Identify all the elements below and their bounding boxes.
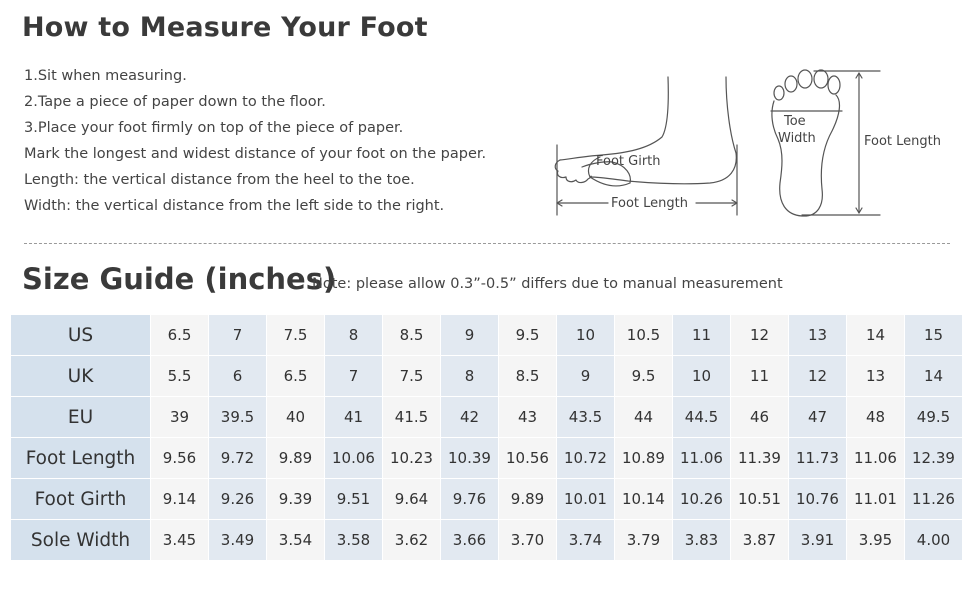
table-cell: 47 xyxy=(789,397,847,438)
table-cell: 12 xyxy=(789,356,847,397)
table-cell: 3.74 xyxy=(557,520,615,561)
table-cell: 43 xyxy=(499,397,557,438)
table-cell: 3.62 xyxy=(383,520,441,561)
table-cell: 8 xyxy=(325,315,383,356)
table-cell: 44 xyxy=(615,397,673,438)
table-cell: 10 xyxy=(673,356,731,397)
table-cell: 15 xyxy=(905,315,963,356)
table-cell: 13 xyxy=(847,356,905,397)
table-cell: 9.14 xyxy=(151,479,209,520)
table-cell: 12 xyxy=(731,315,789,356)
table-cell: 9.51 xyxy=(325,479,383,520)
row-header: Foot Girth xyxy=(11,479,151,520)
table-cell: 10.76 xyxy=(789,479,847,520)
table-cell: 42 xyxy=(441,397,499,438)
table-cell: 3.70 xyxy=(499,520,557,561)
table-cell: 9.5 xyxy=(499,315,557,356)
page-title: How to Measure Your Foot xyxy=(22,12,428,43)
table-cell: 9.5 xyxy=(615,356,673,397)
toe-width-label-line1: Toe xyxy=(784,114,806,129)
table-cell: 44.5 xyxy=(673,397,731,438)
table-cell: 3.66 xyxy=(441,520,499,561)
table-cell: 41.5 xyxy=(383,397,441,438)
table-cell: 10.01 xyxy=(557,479,615,520)
size-guide-title: Size Guide (inches) xyxy=(22,262,337,296)
instruction-item: Mark the longest and widest distance of your foot on the paper. xyxy=(24,146,487,162)
table-cell: 9.76 xyxy=(441,479,499,520)
table-row xyxy=(11,520,963,561)
table-cell: 8 xyxy=(441,356,499,397)
row-header: Sole Width xyxy=(11,520,151,561)
side-foot-length-label: Foot Length xyxy=(611,196,688,211)
table-cell: 39 xyxy=(151,397,209,438)
table-cell: 12.39 xyxy=(905,438,963,479)
table-cell: 14 xyxy=(905,356,963,397)
table-cell: 3.45 xyxy=(151,520,209,561)
table-cell: 3.91 xyxy=(789,520,847,561)
table-cell: 10.72 xyxy=(557,438,615,479)
table-cell: 41 xyxy=(325,397,383,438)
table-row xyxy=(11,479,963,520)
table-cell: 11.06 xyxy=(847,438,905,479)
table-cell: 6.5 xyxy=(151,315,209,356)
table-cell: 8.5 xyxy=(499,356,557,397)
table-cell: 9 xyxy=(557,356,615,397)
table-cell: 10 xyxy=(557,315,615,356)
table-cell: 10.89 xyxy=(615,438,673,479)
table-cell: 10.5 xyxy=(615,315,673,356)
top-foot-length-label: Foot Length xyxy=(864,134,941,149)
table-cell: 10.26 xyxy=(673,479,731,520)
table-cell: 10.06 xyxy=(325,438,383,479)
table-cell: 49.5 xyxy=(905,397,963,438)
table-cell: 3.58 xyxy=(325,520,383,561)
table-cell: 8.5 xyxy=(383,315,441,356)
table-row xyxy=(11,397,963,438)
instruction-item: Width: the vertical distance from the left side to the right. xyxy=(24,198,445,214)
table-cell: 9 xyxy=(441,315,499,356)
table-cell: 43.5 xyxy=(557,397,615,438)
table-cell: 9.64 xyxy=(383,479,441,520)
table-cell: 3.95 xyxy=(847,520,905,561)
instruction-item: 1.Sit when measuring. xyxy=(24,68,187,84)
section-divider xyxy=(24,243,950,244)
table-cell: 3.87 xyxy=(731,520,789,561)
table-cell: 11 xyxy=(673,315,731,356)
table-cell: 9.39 xyxy=(267,479,325,520)
row-header: EU xyxy=(11,397,151,438)
table-cell: 7 xyxy=(209,315,267,356)
table-cell: 6 xyxy=(209,356,267,397)
row-header: Foot Length xyxy=(11,438,151,479)
table-cell: 3.54 xyxy=(267,520,325,561)
table-cell: 10.14 xyxy=(615,479,673,520)
table-cell: 10.23 xyxy=(383,438,441,479)
table-cell: 40 xyxy=(267,397,325,438)
table-cell: 10.39 xyxy=(441,438,499,479)
table-cell: 9.89 xyxy=(267,438,325,479)
table-cell: 10.56 xyxy=(499,438,557,479)
table-cell: 9.72 xyxy=(209,438,267,479)
table-cell: 5.5 xyxy=(151,356,209,397)
row-header: US xyxy=(11,315,151,356)
measure-instructions xyxy=(24,66,486,222)
row-header: UK xyxy=(11,356,151,397)
table-cell: 11.26 xyxy=(905,479,963,520)
table-cell: 11 xyxy=(731,356,789,397)
table-row xyxy=(11,438,963,479)
table-cell: 39.5 xyxy=(209,397,267,438)
table-cell: 7 xyxy=(325,356,383,397)
table-cell: 4.00 xyxy=(905,520,963,561)
table-cell: 48 xyxy=(847,397,905,438)
table-row xyxy=(11,315,963,356)
table-cell: 14 xyxy=(847,315,905,356)
size-chart-table xyxy=(10,314,963,561)
foot-girth-label: Foot Girth xyxy=(596,154,661,169)
table-cell: 11.39 xyxy=(731,438,789,479)
table-cell: 3.83 xyxy=(673,520,731,561)
table-cell: 3.49 xyxy=(209,520,267,561)
table-cell: 11.01 xyxy=(847,479,905,520)
table-cell: 10.51 xyxy=(731,479,789,520)
table-cell: 9.26 xyxy=(209,479,267,520)
table-cell: 11.73 xyxy=(789,438,847,479)
table-cell: 6.5 xyxy=(267,356,325,397)
table-cell: 7.5 xyxy=(383,356,441,397)
instruction-item: 3.Place your foot firmly on top of the piece of paper. xyxy=(24,120,404,136)
table-cell: 46 xyxy=(731,397,789,438)
foot-measurement-diagram xyxy=(550,65,950,225)
table-cell: 9.89 xyxy=(499,479,557,520)
table-cell: 13 xyxy=(789,315,847,356)
table-row xyxy=(11,356,963,397)
toe-width-label-line2: Width xyxy=(778,131,816,146)
size-guide-note: Note: please allow 0.3”-0.5” differs due to manual measurement xyxy=(312,276,783,292)
instruction-item: 2.Tape a piece of paper down to the floor. xyxy=(24,94,326,110)
table-cell: 11.06 xyxy=(673,438,731,479)
foot-side-view-illustration xyxy=(555,77,737,215)
table-cell: 7.5 xyxy=(267,315,325,356)
table-cell: 9.56 xyxy=(151,438,209,479)
instruction-item: Length: the vertical distance from the heel to the toe. xyxy=(24,172,415,188)
table-cell: 3.79 xyxy=(615,520,673,561)
